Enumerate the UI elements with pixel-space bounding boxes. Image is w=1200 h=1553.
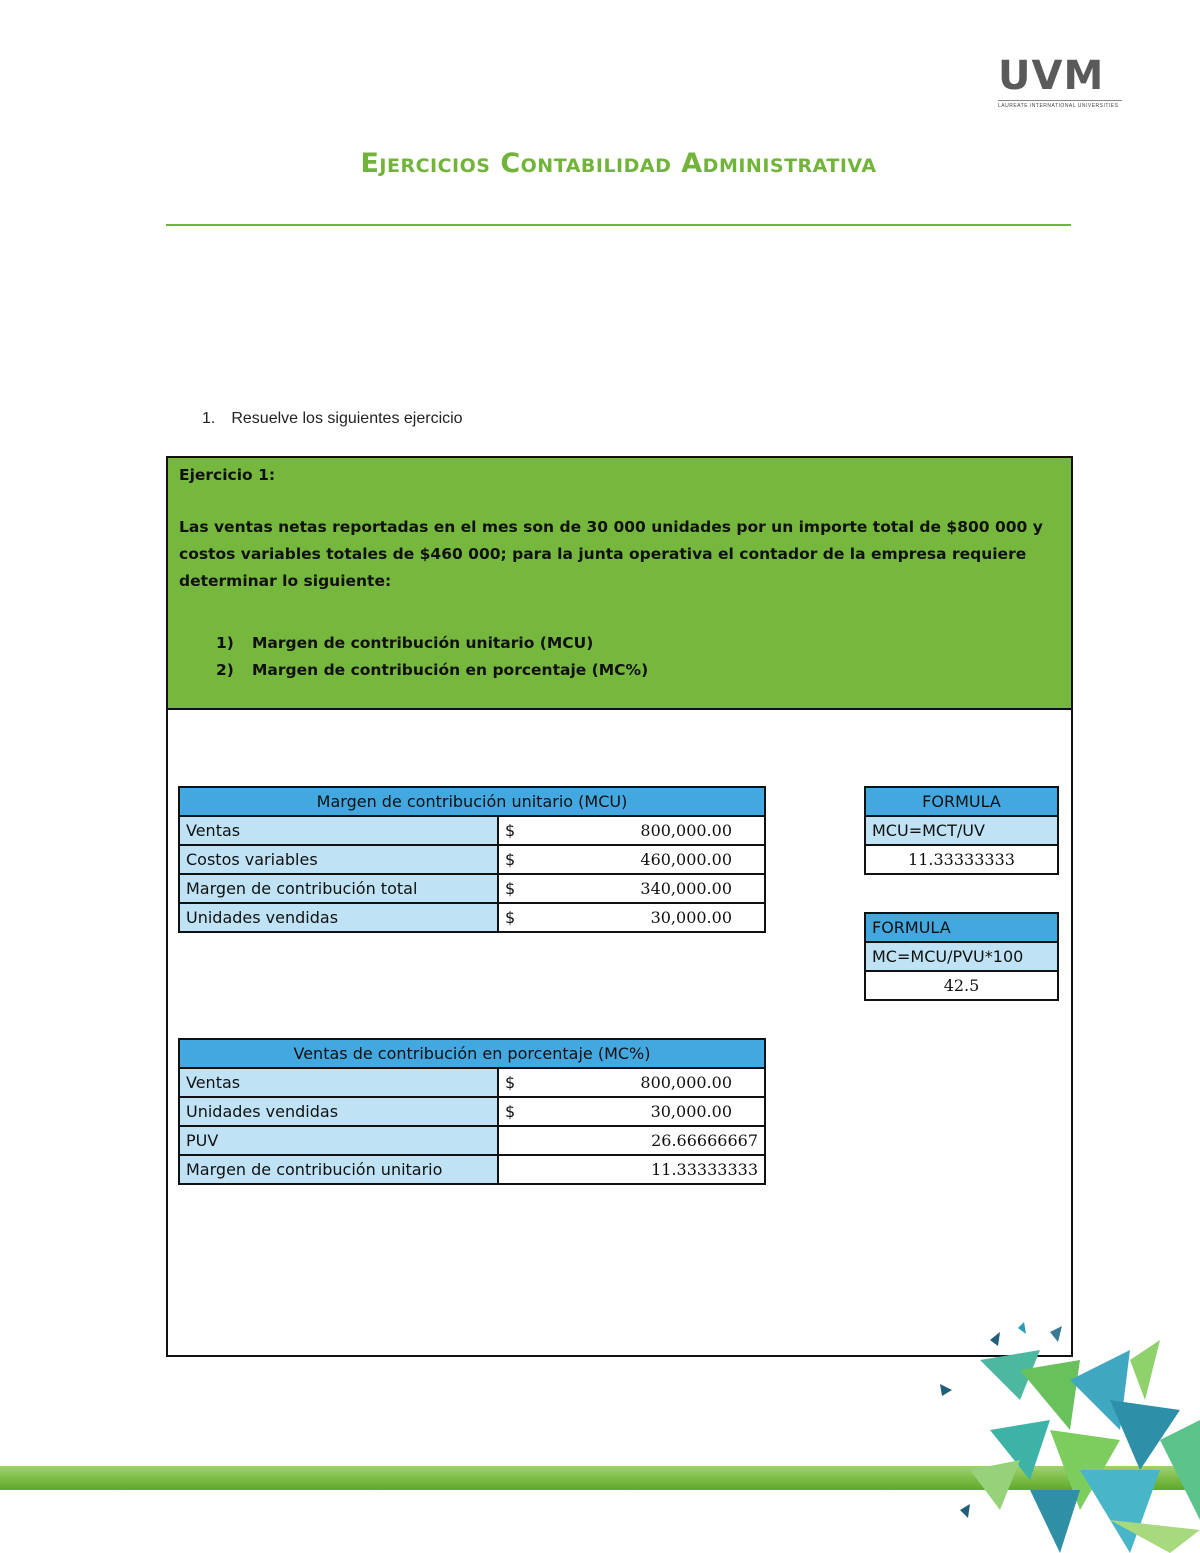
formula-result: 11.33333333 bbox=[865, 845, 1058, 874]
formula-expression: MC=MCU/PVU*100 bbox=[865, 942, 1058, 971]
row-label: Margen de contribución total bbox=[179, 874, 498, 903]
instruction-text: Resuelve los siguientes ejercicio bbox=[231, 410, 463, 427]
row-value: 800,000.00 bbox=[525, 816, 765, 845]
exercise-list bbox=[216, 630, 648, 684]
row-value: 11.33333333 bbox=[498, 1155, 765, 1184]
logo-subtitle: LAUREATE INTERNATIONAL UNIVERSITIES bbox=[998, 100, 1122, 109]
title-divider bbox=[166, 224, 1071, 226]
page-title: Ejercicios Contabilidad Administrativa bbox=[360, 148, 877, 179]
mcu-table-header: Margen de contribución unitario (MCU) bbox=[179, 787, 765, 816]
list-item-number: 2) bbox=[216, 661, 234, 679]
formula-header: FORMULA bbox=[865, 787, 1058, 816]
mc-percent-table bbox=[178, 1038, 766, 1185]
mc-percent-table-header: Ventas de contribución en porcentaje (MC%) bbox=[179, 1039, 765, 1068]
exercise-statement-panel bbox=[168, 458, 1071, 710]
table-row bbox=[179, 1097, 765, 1126]
row-label: Unidades vendidas bbox=[179, 903, 498, 932]
table-row bbox=[179, 816, 765, 845]
table-row bbox=[179, 1126, 765, 1155]
row-value: 30,000.00 bbox=[525, 903, 765, 932]
row-value: 26.66666667 bbox=[498, 1126, 765, 1155]
row-label: Costos variables bbox=[179, 845, 498, 874]
mcu-table bbox=[178, 786, 766, 933]
table-row bbox=[179, 1155, 765, 1184]
row-label: Margen de contribución unitario bbox=[179, 1155, 498, 1184]
formula-mc-percent-table bbox=[864, 912, 1059, 1001]
list-item bbox=[216, 630, 648, 657]
table-row bbox=[179, 874, 765, 903]
list-item-text: Margen de contribución en porcentaje (MC%) bbox=[252, 661, 649, 679]
list-item-number: 1) bbox=[216, 634, 234, 652]
row-label: Unidades vendidas bbox=[179, 1097, 498, 1126]
exercise-title: Ejercicio 1: bbox=[179, 466, 276, 484]
row-currency: $ bbox=[498, 1068, 525, 1097]
row-currency: $ bbox=[498, 845, 525, 874]
row-label: Ventas bbox=[179, 1068, 498, 1097]
table-row bbox=[179, 845, 765, 874]
formula-mcu-table bbox=[864, 786, 1059, 875]
row-currency: $ bbox=[498, 1097, 525, 1126]
instruction bbox=[202, 410, 463, 428]
row-value: 340,000.00 bbox=[525, 874, 765, 903]
row-value: 30,000.00 bbox=[525, 1097, 765, 1126]
instruction-number: 1. bbox=[202, 410, 216, 427]
list-item-text: Margen de contribución unitario (MCU) bbox=[252, 634, 594, 652]
formula-result: 42.5 bbox=[865, 971, 1058, 1000]
table-row bbox=[179, 1068, 765, 1097]
row-label: Ventas bbox=[179, 816, 498, 845]
formula-expression: MCU=MCT/UV bbox=[865, 816, 1058, 845]
formula-header: FORMULA bbox=[865, 913, 1058, 942]
decorative-polygons bbox=[930, 1320, 1200, 1553]
row-label: PUV bbox=[179, 1126, 498, 1155]
row-currency: $ bbox=[498, 816, 525, 845]
uvm-logo bbox=[998, 53, 1122, 109]
row-currency: $ bbox=[498, 874, 525, 903]
row-value: 800,000.00 bbox=[525, 1068, 765, 1097]
logo-text: UVM bbox=[998, 53, 1105, 99]
row-value: 460,000.00 bbox=[525, 845, 765, 874]
exercise-statement: Las ventas netas reportadas en el mes son de 30 000 unidades por un importe total de $800 000 y costos variables totales de $460 000; para la junta operativa el contador de la empresa requiere determinar lo siguiente: bbox=[179, 518, 1043, 590]
row-currency: $ bbox=[498, 903, 525, 932]
list-item bbox=[216, 657, 648, 684]
table-row bbox=[179, 903, 765, 932]
